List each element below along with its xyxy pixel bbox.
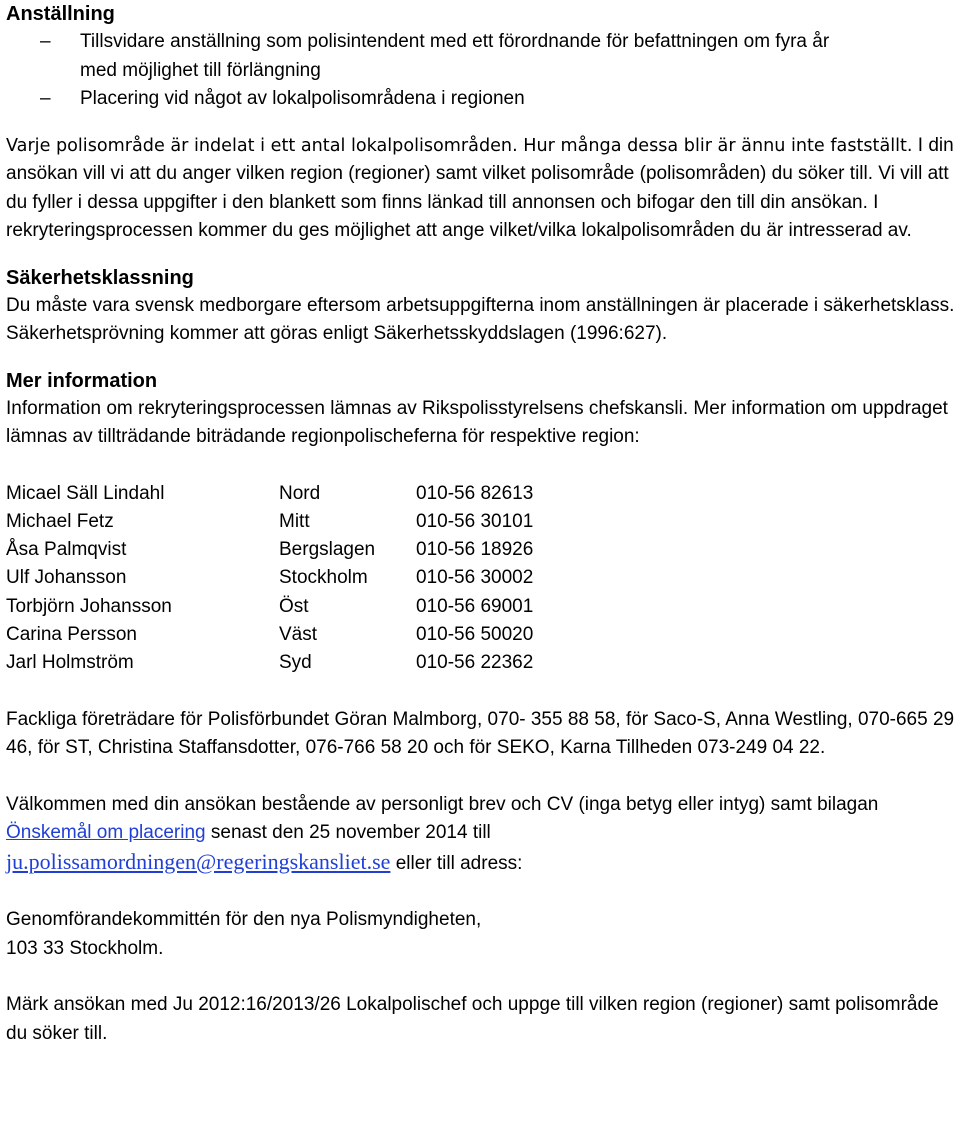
employment-bullet-list (6, 28, 956, 114)
bullet-text: Placering vid något av lokalpolisområdena i regionen (80, 88, 525, 109)
contact-name: Michael Fetz (6, 510, 114, 532)
address-line2: 103 33 Stockholm. (6, 937, 164, 959)
contact-name: Micael Säll Lindahl (6, 482, 165, 504)
table-row (6, 593, 533, 621)
para-segment-d: I rekryteringsprocessen kommer du ges möjlighet att ange vilket/vilka lokalpolisområden du är intresserad av. (6, 191, 912, 241)
paragraph-sakerhet: Du måste vara svensk medborgare eftersom arbetsuppgifterna inom anställningen är placerade i säkerhetsklass. Säkerhetsprövning kommer att göras enligt Säkerhetsskyddslagen (1996:627). (6, 294, 955, 344)
contact-name: Carina Persson (6, 623, 137, 645)
paragraph-address (6, 906, 956, 963)
table-row (6, 621, 533, 649)
contact-region: Mitt (279, 510, 310, 532)
list-item (6, 85, 956, 114)
contact-phone: 010-56 69001 (416, 595, 534, 617)
table-row (6, 480, 533, 508)
contact-region: Syd (279, 652, 312, 674)
para-segment-b: I din ansökan vill vi att du anger vilken region (regioner) samt vilket polisområde (polisområden) du söker till. (6, 134, 954, 184)
contact-region: Nord (279, 482, 321, 504)
contact-name: Ulf Johansson (6, 567, 127, 589)
bullet-text-line2: med möjlighet till förlängning (80, 59, 321, 81)
onskemal-placering-link[interactable]: Önskemål om placering (6, 822, 206, 844)
bullet-dash: – (40, 88, 51, 109)
paragraph-mer-information: Information om rekryteringsprocessen lämnas av Rikspolisstyrelsens chefskansli. Mer information om uppdraget lämnas av tillträdande biträdande regionpolischeferna för respektive region: (6, 397, 948, 447)
heading-mer-information: Mer information (6, 369, 158, 392)
para-segment-a: Varje polisområde är indelat i ett antal lokalpolisområden. Hur många dessa blir är ännu inte fastställt. (6, 135, 913, 156)
valkommen-deadline: senast den 25 november 2014 till (205, 822, 491, 844)
paragraph-mark: Märk ansökan med Ju 2012:16/2013/26 Lokalpolischef och uppge till vilken region (regioner) samt polisområde du söker till. (6, 994, 939, 1044)
contact-region: Stockholm (279, 567, 368, 589)
contact-name: Torbjörn Johansson (6, 595, 172, 617)
contact-region: Öst (279, 595, 309, 617)
contact-region: Väst (279, 623, 318, 645)
heading-anstallning: Anställning (6, 3, 115, 25)
email-link[interactable]: ju.polissamordningen@regeringskansliet.se (6, 848, 391, 874)
paragraph-lokalpolisomraden (6, 132, 956, 246)
valkommen-address-intro: eller till adress: (390, 852, 523, 874)
table-row (6, 508, 533, 536)
document-body (6, 0, 956, 1048)
list-item (6, 28, 956, 85)
table-row (6, 564, 533, 592)
paragraph-fackliga: Fackliga företrädare för Polisförbundet Göran Malmborg, 070- 355 88 58, för Saco-S, Anna Westling, 070-665 29 46, för ST, Christina Staffansdotter, 076-766 58 20 och för SEKO, Karna Tillheden 073-249 04 22. (6, 708, 955, 759)
contact-phone: 010-56 82613 (416, 482, 534, 504)
contact-name: Åsa Palmqvist (6, 539, 127, 561)
paragraph-valkommen (6, 791, 956, 879)
contact-phone: 010-56 18926 (416, 539, 534, 561)
address-line1: Genomförandekommittén för den nya Polismyndigheten, (6, 909, 482, 931)
table-row (6, 649, 533, 677)
valkommen-text: Välkommen med din ansökan bestående av personligt brev och CV (inga betyg eller intyg) samt bilagan (6, 793, 879, 815)
contact-phone: 010-56 50020 (416, 623, 534, 645)
para-segment-c: Vi vill att du fyller i dessa uppgifter i den blankett som finns länkad till annonsen och bifogar den till din ansökan. (6, 163, 949, 213)
contact-region: Bergslagen (279, 539, 376, 561)
contact-phone: 010-56 30002 (416, 567, 534, 589)
contact-phone: 010-56 30101 (416, 510, 534, 532)
table-row (6, 536, 533, 564)
heading-sakerhetsklassning: Säkerhetsklassning (6, 266, 194, 289)
contact-phone: 010-56 22362 (416, 652, 534, 674)
bullet-dash: – (40, 31, 51, 52)
contact-table (6, 480, 533, 678)
bullet-text-line1: Tillsvidare anställning som polisintendent med ett förordnande för befattningen om fyra år (80, 31, 830, 52)
contact-name: Jarl Holmström (6, 652, 134, 674)
